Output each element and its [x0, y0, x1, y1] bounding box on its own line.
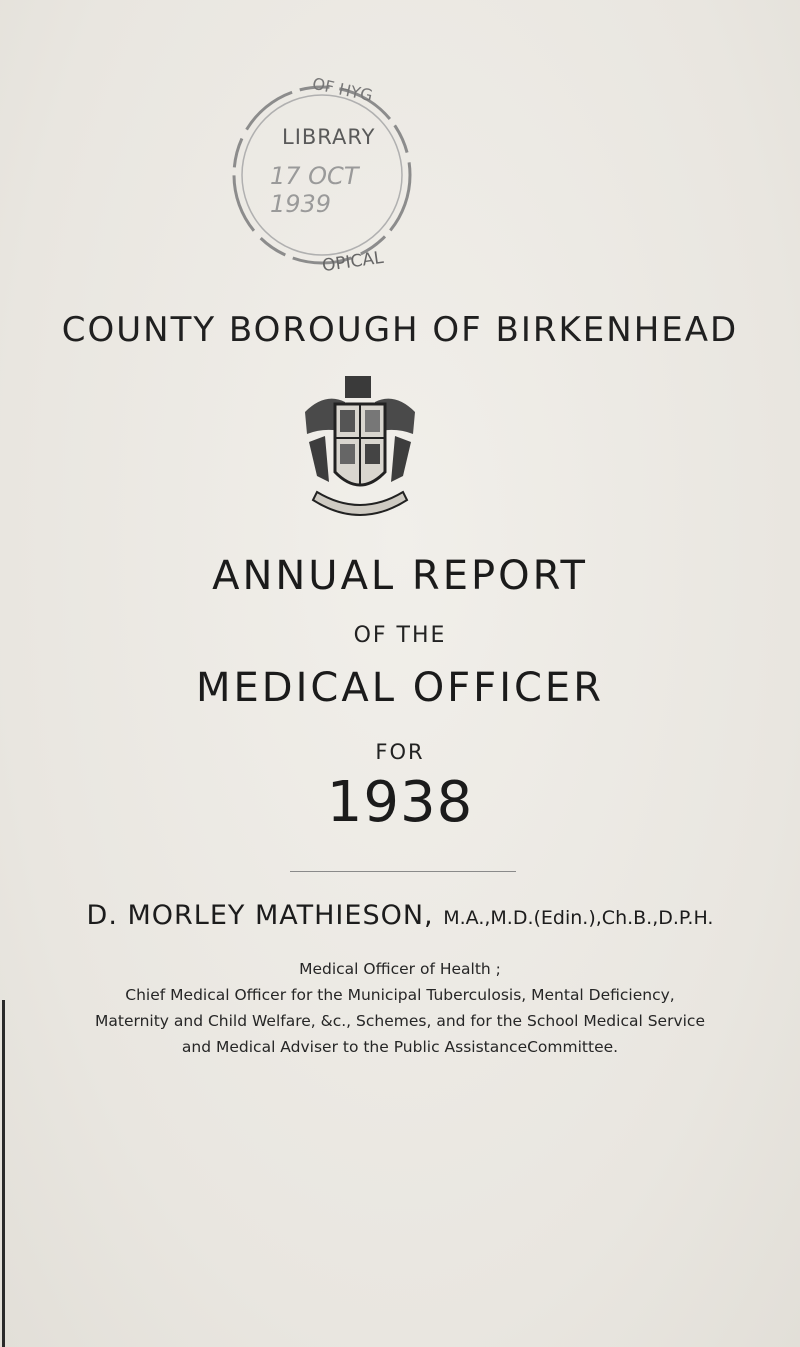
library-stamp: [222, 70, 422, 280]
author-post: and Medical Adviser to the Public AssistanceCommittee.: [181, 1038, 619, 1056]
stamp-bottom-arc: OPICAL: [320, 247, 385, 277]
stamp-top-arc: OF HYG: [310, 73, 375, 106]
officer-title: MEDICAL OFFICER: [196, 665, 604, 711]
author-post: Chief Medical Officer for the Municipal Tuberculosis, Mental Deficiency,: [125, 986, 675, 1004]
author-qualifications: M.A.,M.D.(Edin.),Ch.B.,D.P.H.: [443, 907, 714, 929]
author-line: [0, 900, 800, 931]
coat-of-arms-icon: [295, 372, 425, 528]
author-post: Medical Officer of Health ;: [299, 960, 501, 978]
author-name: D. MORLEY MATHIESON,: [86, 900, 434, 931]
author-post: Maternity and Child Welfare, &c., Schemes, and for the School Medical Service: [95, 1012, 705, 1030]
for-line: FOR: [375, 740, 425, 764]
of-the-line: OF THE: [353, 623, 447, 648]
report-title: ANNUAL REPORT: [212, 553, 588, 599]
stamp-library: LIBRARY: [282, 125, 376, 149]
borough-title: COUNTY BOROUGH OF BIRKENHEAD: [61, 310, 739, 350]
stamp-date: 17 OCT 1939: [270, 162, 359, 218]
divider: [290, 871, 516, 872]
report-year: 1938: [326, 770, 474, 835]
